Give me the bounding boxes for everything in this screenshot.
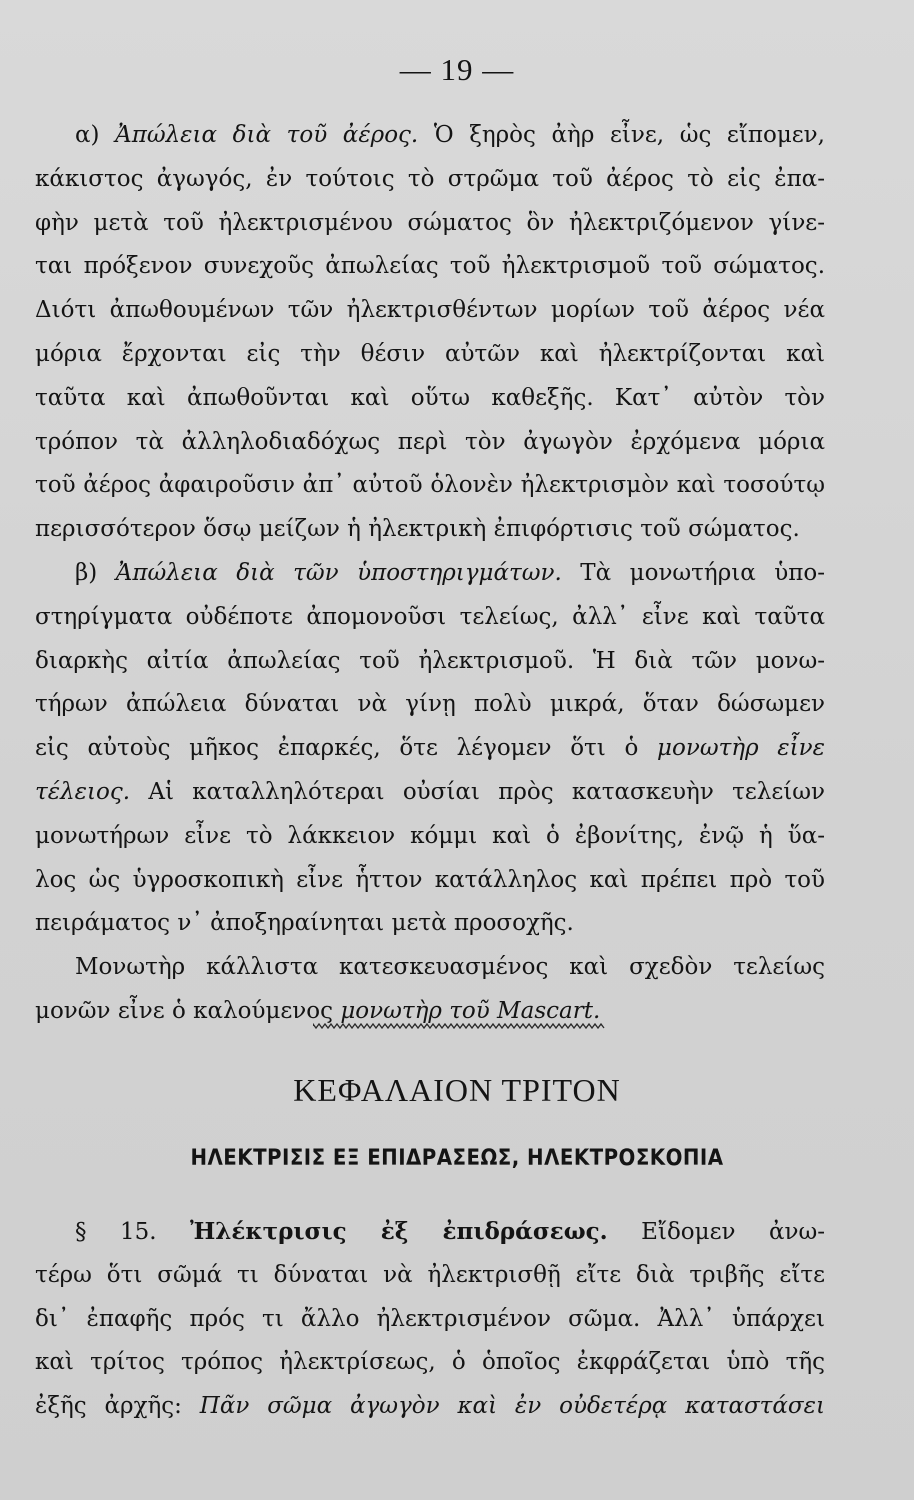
text-run: ται πρόξενον συνεχοῦς ἀπωλείας τοῦ ἠλεκτρισμοῦ τοῦ σώματος. bbox=[35, 253, 825, 280]
text-line bbox=[35, 464, 825, 508]
italic-run: τέλειος. bbox=[35, 778, 131, 805]
text-line bbox=[35, 421, 825, 465]
text-run: τρόπον τὰ ἀλληλοδιαδόχως περὶ τὸν ἀγωγὸν ἐρχόμενα μόρια bbox=[35, 428, 825, 455]
text-line bbox=[35, 640, 825, 684]
text-run: πειράματος ν᾽ ἀποξηραίνηται μετὰ προσοχῆς. bbox=[35, 910, 574, 937]
chapter-subtitle: ΗΛΕΚΤΡΙΣΙΣ ΕΞ ΕΠΙΔΡΑΣΕΩΣ, ΗΛΕΚΤΡΟΣΚΟΠΙΑ bbox=[190, 1146, 724, 1171]
text-line bbox=[35, 1298, 825, 1342]
page-number: — 19 — bbox=[399, 52, 515, 87]
text-line bbox=[35, 377, 825, 421]
text-run: κάκιστος ἀγωγός, ἐν τούτοις τὸ στρῶμα τοῦ ἀέρος τὸ εἰς ἐπα- bbox=[35, 165, 825, 192]
text-line bbox=[35, 596, 825, 640]
text-line bbox=[35, 859, 825, 903]
text-run: τοῦ ἀέρος ἀφαιροῦσιν ἀπ᾽ αὐτοῦ ὁλονὲν ἠλεκτρισμὸν καὶ τοσούτῳ bbox=[35, 472, 825, 499]
italic-run: Ἀπώλεια διὰ τοῦ ἀέρος. bbox=[115, 122, 419, 148]
text-run: ταῦτα καὶ ἀπωθοῦνται καὶ οὕτω καθεξῆς. Κατ᾽ αὐτὸν τὸν bbox=[35, 384, 825, 411]
text-run: τήρων ἀπώλεια δύναται νὰ γίνῃ πολὺ μικρά, ὅταν δώσωμεν bbox=[35, 691, 825, 718]
text-run: λος ὡς ὑγροσκοπικὴ εἶνε ἧττον κατάλληλος καὶ πρέπει πρὸ τοῦ bbox=[35, 866, 825, 893]
text-run: μονῶν εἶνε ὁ καλούμενος bbox=[35, 997, 341, 1024]
text-run: μόρια ἔρχονται εἰς τὴν θέσιν αὐτῶν καὶ ἠλεκτρίζονται καὶ bbox=[35, 340, 825, 367]
text-run: εἰς αὐτοὺς μῆκος ἐπαρκές, ὅτε λέγομεν ὅτι ὁ bbox=[35, 735, 658, 762]
text-line bbox=[35, 114, 825, 158]
text-run: μονωτήρων εἶνε τὸ λάκκειον κόμμι καὶ ὁ ἐβονίτης, ἐνῷ ἡ ὕα- bbox=[35, 822, 825, 849]
text-run: ἐξῆς ἀρχῆς: bbox=[35, 1393, 200, 1420]
text-line bbox=[35, 158, 825, 202]
text-run: περισσότερον ὅσῳ μείζων ἡ ἠλεκτρικὴ ἐπιφόρτισις τοῦ σώματος. bbox=[35, 516, 800, 543]
text-run: τέρω ὅτι σῶμά τι δύναται νὰ ἠλεκτρισθῇ εἴτε διὰ τριβῆς εἴτε bbox=[35, 1261, 825, 1288]
text-line bbox=[35, 245, 825, 289]
text-line bbox=[35, 727, 825, 771]
text-run: Εἴδομεν ἀνω- bbox=[607, 1219, 825, 1245]
text-line bbox=[35, 333, 825, 377]
wavy-separator bbox=[313, 1022, 605, 1030]
text-line bbox=[35, 552, 825, 596]
text-line bbox=[35, 1254, 825, 1298]
text-line bbox=[35, 289, 825, 333]
text-block-air-and-supports-loss bbox=[35, 114, 825, 1034]
text-line bbox=[35, 771, 825, 815]
italic-run: Πᾶν σῶμα ἀγωγὸν καὶ ἐν οὐδετέρᾳ καταστάσει bbox=[199, 1393, 825, 1420]
text-run: στηρίγματα οὐδέποτε ἀπομονοῦσι τελείως, ἀλλ᾽ εἶνε καὶ ταῦτα bbox=[35, 603, 825, 630]
text-line bbox=[35, 946, 825, 990]
text-line bbox=[35, 508, 825, 552]
text-line bbox=[35, 815, 825, 859]
italic-run: μονωτὴρ τοῦ Mascart. bbox=[340, 997, 601, 1024]
text-line bbox=[35, 202, 825, 246]
italic-run: μονωτὴρ εἶνε bbox=[657, 735, 825, 762]
chapter-title: ΚΕΦΑΛΑΙΟΝ ΤΡΙΤΟΝ bbox=[293, 1072, 621, 1108]
text-line bbox=[35, 683, 825, 727]
text-line bbox=[35, 902, 825, 946]
text-line bbox=[35, 1341, 825, 1385]
text-run: καὶ τρίτος τρόπος ἠλεκτρίσεως, ὁ ὁποῖος ἐκφράζεται ὑπὸ τῆς bbox=[35, 1349, 825, 1376]
text-run: Ὁ ξηρὸς ἀὴρ εἶνε, ὡς εἴπομεν, bbox=[418, 122, 825, 148]
text-run: Διότι ἀπωθουμένων τῶν ἠλεκτρισθέντων μορίων τοῦ ἀέρος νέα bbox=[35, 297, 825, 324]
bold-heading-run: Ἠλέκτρισις ἐξ ἐπιδράσεως. bbox=[190, 1218, 608, 1245]
text-run: διαρκὴς αἰτία ἀπωλείας τοῦ ἠλεκτρισμοῦ. Ἡ διὰ τῶν μονω- bbox=[35, 647, 825, 674]
text-run: δι᾽ ἐπαφῆς πρός τι ἄλλο ἠλεκτρισμένον σῶμα. Ἀλλ᾽ ὑπάρχει bbox=[35, 1305, 825, 1332]
text-line bbox=[35, 1210, 825, 1254]
text-run: Μονωτὴρ κάλλιστα κατεσκευασμένος καὶ σχεδὸν τελείως bbox=[75, 954, 825, 981]
text-run: § 15. bbox=[75, 1219, 190, 1245]
text-run: Αἱ καταλληλότεραι οὐσίαι πρὸς κατασκευὴν τελείων bbox=[130, 778, 825, 805]
italic-run: Ἀπώλεια διὰ τῶν ὑποστηριγμάτων. bbox=[115, 559, 562, 586]
text-line bbox=[35, 1385, 825, 1429]
text-block-electrification-by-induction bbox=[35, 1210, 825, 1429]
text-run: α) bbox=[75, 122, 116, 148]
text-run: φὴν μετὰ τοῦ ἠλεκτρισμένου σώματος ὃν ἠλεκτριζόμενον γίνε- bbox=[35, 209, 825, 236]
text-run: β) bbox=[75, 559, 116, 586]
text-run: Τὰ μονωτήρια ὑπο- bbox=[561, 559, 825, 586]
